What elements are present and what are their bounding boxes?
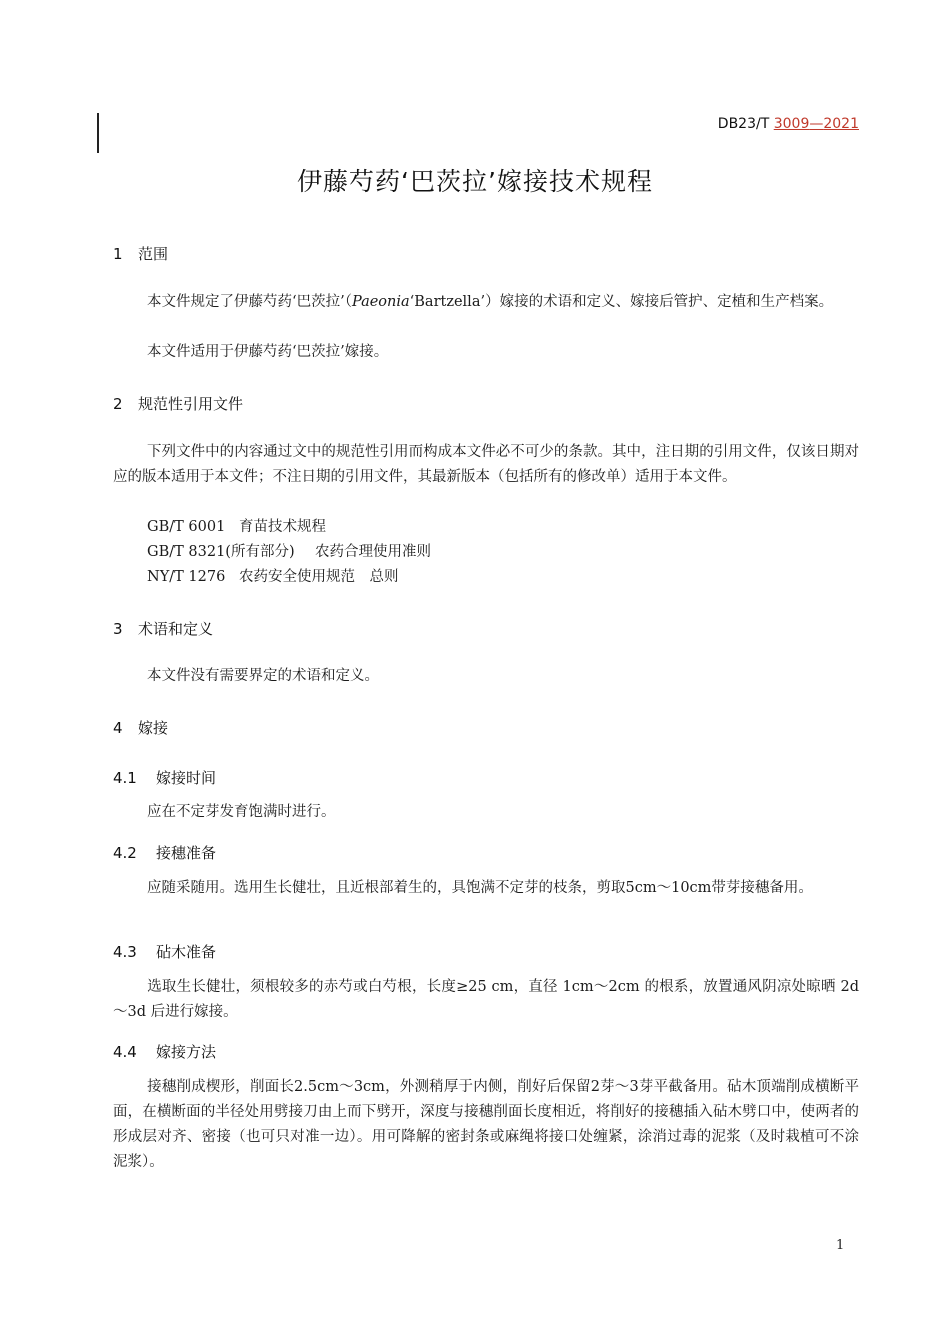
- standard-code-prefix: DB23/T: [717, 116, 774, 132]
- section-heading-scope: [113, 243, 168, 264]
- reference-name: 农药合理使用准则: [315, 544, 431, 560]
- section-number: 1: [113, 245, 123, 263]
- paragraph-grafting-time: [113, 800, 859, 825]
- section-number: 4: [113, 719, 123, 737]
- margin-mark: [97, 113, 99, 153]
- reference-name: 育苗技术规程: [239, 519, 326, 535]
- section-heading-grafting: [113, 717, 168, 738]
- standard-code-year: 2021: [823, 116, 859, 132]
- paragraph-references-intro: [113, 440, 859, 490]
- document-title: 伊藤芍药‘巴茨拉’嫁接技术规程: [297, 167, 653, 196]
- grafting-time-text: 应在不定芽发育饱满时进行。: [147, 804, 336, 820]
- paragraph-applicability: [113, 340, 859, 365]
- section-title: 术语和定义: [138, 620, 214, 638]
- scope-latin-name: Paeonia: [351, 294, 410, 310]
- subsection-heading-scion-preparation: [113, 842, 216, 863]
- applicability-text: 本文件适用于伊藤芍药‘巴茨拉’嫁接。: [147, 344, 389, 360]
- reference-item: [147, 565, 399, 586]
- subsection-number: 4.2: [113, 844, 137, 862]
- reference-item: [147, 540, 431, 561]
- paragraph-scope: [113, 290, 859, 315]
- subsection-title: 嫁接时间: [156, 769, 217, 787]
- section-title: 范围: [138, 245, 169, 263]
- reference-name: 农药安全使用规范 总则: [239, 569, 399, 585]
- subsection-title: 砧木准备: [156, 943, 217, 961]
- section-heading-normative-references: [113, 393, 243, 414]
- reference-code: NY/T 1276: [147, 569, 226, 585]
- section-title: 规范性引用文件: [138, 395, 244, 413]
- standard-code: [718, 116, 859, 132]
- terms-text: 本文件没有需要界定的术语和定义。: [147, 668, 379, 684]
- subsection-title: 接穗准备: [156, 844, 217, 862]
- paragraph-scion-preparation: [113, 876, 859, 901]
- grafting-method-text: 接穗削成楔形，削面长2.5cm～3cm，外测稍厚于内侧，削好后保留2芽～3芽平截备用。砧木顶端削成横断平面，在横断面的半径处用劈接刀由上而下劈开，深度与接穗削面长度相近，将削好的接穗插入砧木劈口中，使两者的形成层对齐、密接（也可只对准一边）。用可降解的密封条或麻绳将接口处缠紧，涂消过毒的泥浆（及时栽植可不涂泥浆）。: [113, 1079, 859, 1170]
- reference-code: GB/T 8321(所有部分): [147, 544, 295, 560]
- standard-code-number: 3009: [773, 116, 810, 132]
- references-intro-text: 下列文件中的内容通过文中的规范性引用而构成本文件必不可少的条款。其中，注日期的引用文件，仅该日期对应的版本适用于本文件；不注日期的引用文件，其最新版本（包括所有的修改单）适用于本文件。: [113, 444, 859, 485]
- reference-item: [147, 515, 326, 536]
- paragraph-terms: [113, 664, 859, 689]
- section-title: 嫁接: [138, 719, 169, 737]
- section-heading-terms: [113, 618, 213, 639]
- subsection-heading-grafting-method: [113, 1041, 216, 1062]
- scope-text-after: ‘Bartzella’）嫁接的术语和定义、嫁接后管护、定植和生产档案。: [409, 294, 834, 310]
- subsection-number: 4.1: [113, 769, 137, 787]
- subsection-number: 4.4: [113, 1043, 137, 1061]
- rootstock-preparation-text: 选取生长健壮，须根较多的赤芍或白芍根，长度≥25 cm，直径 1cm～2cm 的根系，放置通风阴凉处晾晒 2d～3d 后进行嫁接。: [113, 979, 859, 1020]
- section-number: 2: [113, 395, 123, 413]
- paragraph-rootstock-preparation: [113, 975, 859, 1025]
- scion-preparation-text: 应随采随用。选用生长健壮，且近根部着生的，具饱满不定芽的枝条，剪取5cm～10cm带芽接穗备用。: [147, 880, 813, 896]
- reference-code: GB/T 6001: [147, 519, 226, 535]
- subsection-title: 嫁接方法: [156, 1043, 217, 1061]
- scope-text-before: 本文件规定了伊藤芍药‘巴茨拉’（: [147, 294, 352, 310]
- page-number: 1: [836, 1238, 845, 1253]
- standard-code-separator: —: [809, 116, 824, 132]
- subsection-heading-grafting-time: [113, 767, 216, 788]
- paragraph-grafting-method: [113, 1075, 859, 1175]
- subsection-heading-rootstock-preparation: [113, 941, 216, 962]
- section-number: 3: [113, 620, 123, 638]
- subsection-number: 4.3: [113, 943, 137, 961]
